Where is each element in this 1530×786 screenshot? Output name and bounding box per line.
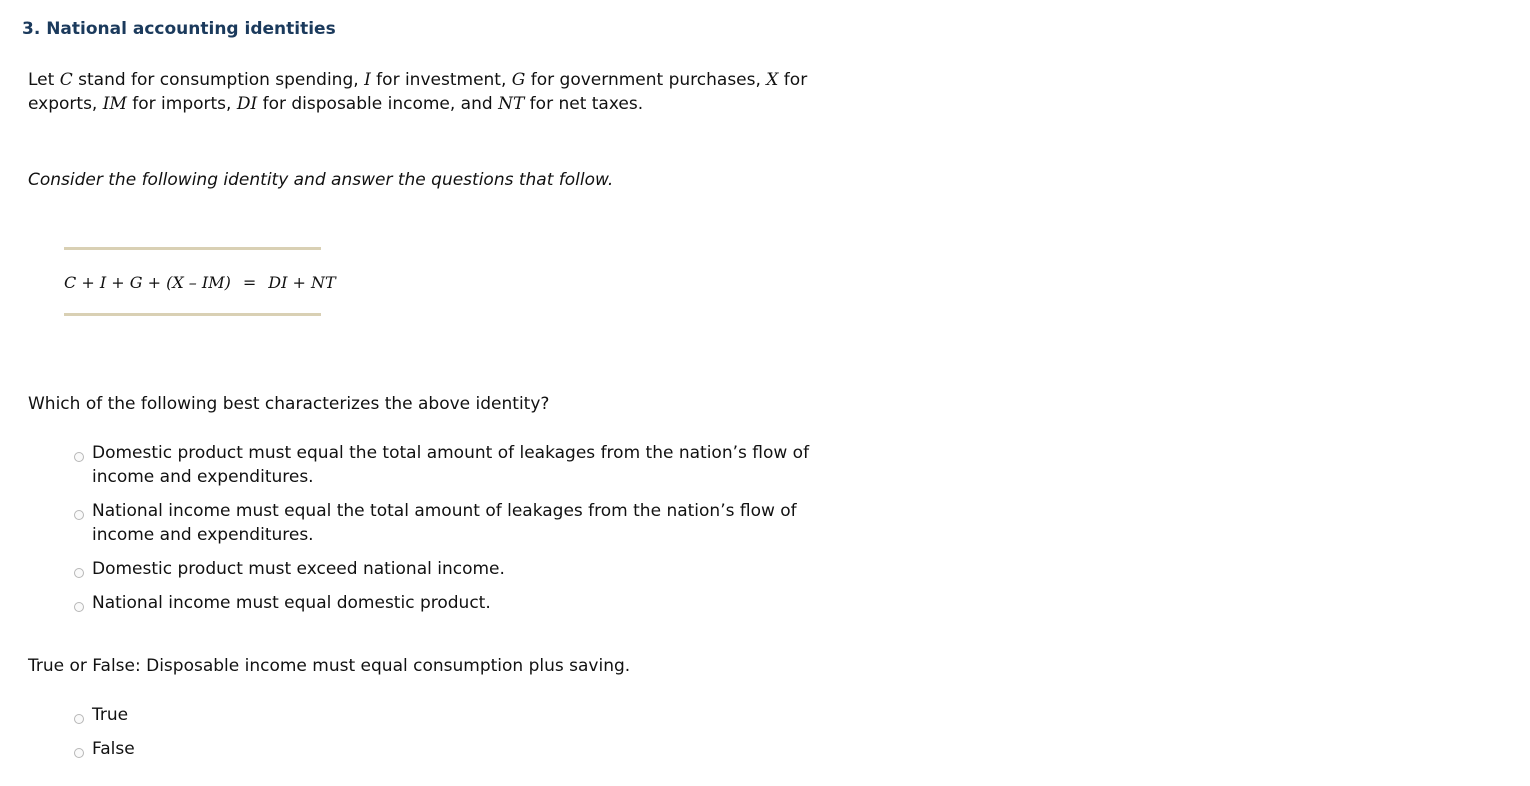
- option-label: False: [92, 739, 135, 759]
- answer-option-2[interactable]: [74, 499, 864, 547]
- radio-button[interactable]: [74, 714, 84, 724]
- instruction-text: Consider the following identity and answer the questions that follow.: [28, 170, 614, 190]
- radio-button[interactable]: [74, 748, 84, 758]
- identity-rhs: DI + NT: [268, 273, 336, 292]
- page-title: 3. National accounting identities: [22, 19, 336, 39]
- intro-text: stand for consumption spending,: [72, 70, 365, 90]
- variable-nt: NT: [498, 94, 525, 114]
- intro-text: for exports,: [28, 70, 808, 114]
- option-label: Domestic product must exceed national income.: [92, 559, 505, 579]
- question-2-prompt: True or False: Disposable income must equal consumption plus saving.: [28, 656, 631, 676]
- identity-equation: [64, 273, 336, 292]
- variable-x: X: [766, 70, 779, 90]
- radio-button[interactable]: [74, 452, 84, 462]
- intro-text: for net taxes.: [524, 94, 644, 114]
- intro-paragraph: [28, 68, 878, 116]
- intro-text: for disposable income, and: [257, 94, 499, 114]
- radio-button[interactable]: [74, 568, 84, 578]
- identity-box: [64, 247, 336, 316]
- variable-g: G: [511, 70, 526, 90]
- identity-equals-sign: =: [242, 273, 257, 292]
- radio-button[interactable]: [74, 510, 84, 520]
- identity-lhs: C + I + G + (X – IM): [64, 273, 231, 292]
- radio-button[interactable]: [74, 602, 84, 612]
- intro-text: for imports,: [126, 94, 237, 114]
- answer-option-true[interactable]: [74, 703, 864, 727]
- intro-text: Let: [28, 70, 60, 90]
- variable-im: IM: [102, 94, 127, 114]
- variable-di: DI: [236, 94, 258, 114]
- answer-option-3[interactable]: [74, 557, 864, 581]
- intro-text: for investment,: [370, 70, 512, 90]
- option-label: True: [92, 705, 129, 725]
- answer-option-1[interactable]: [74, 441, 864, 489]
- option-label: National income must equal domestic product.: [92, 593, 491, 613]
- option-label: Domestic product must equal the total amount of leakages from the nation’s flow of income and expenditures.: [92, 443, 810, 487]
- answer-option-false[interactable]: [74, 737, 864, 761]
- question-1-prompt: Which of the following best characterizes the above identity?: [28, 394, 550, 414]
- option-label: National income must equal the total amount of leakages from the nation’s flow of income and expenditures.: [92, 501, 797, 545]
- variable-i: I: [364, 70, 371, 90]
- answer-option-4[interactable]: [74, 591, 864, 615]
- variable-c: C: [59, 70, 73, 90]
- intro-text: for government purchases,: [525, 70, 767, 90]
